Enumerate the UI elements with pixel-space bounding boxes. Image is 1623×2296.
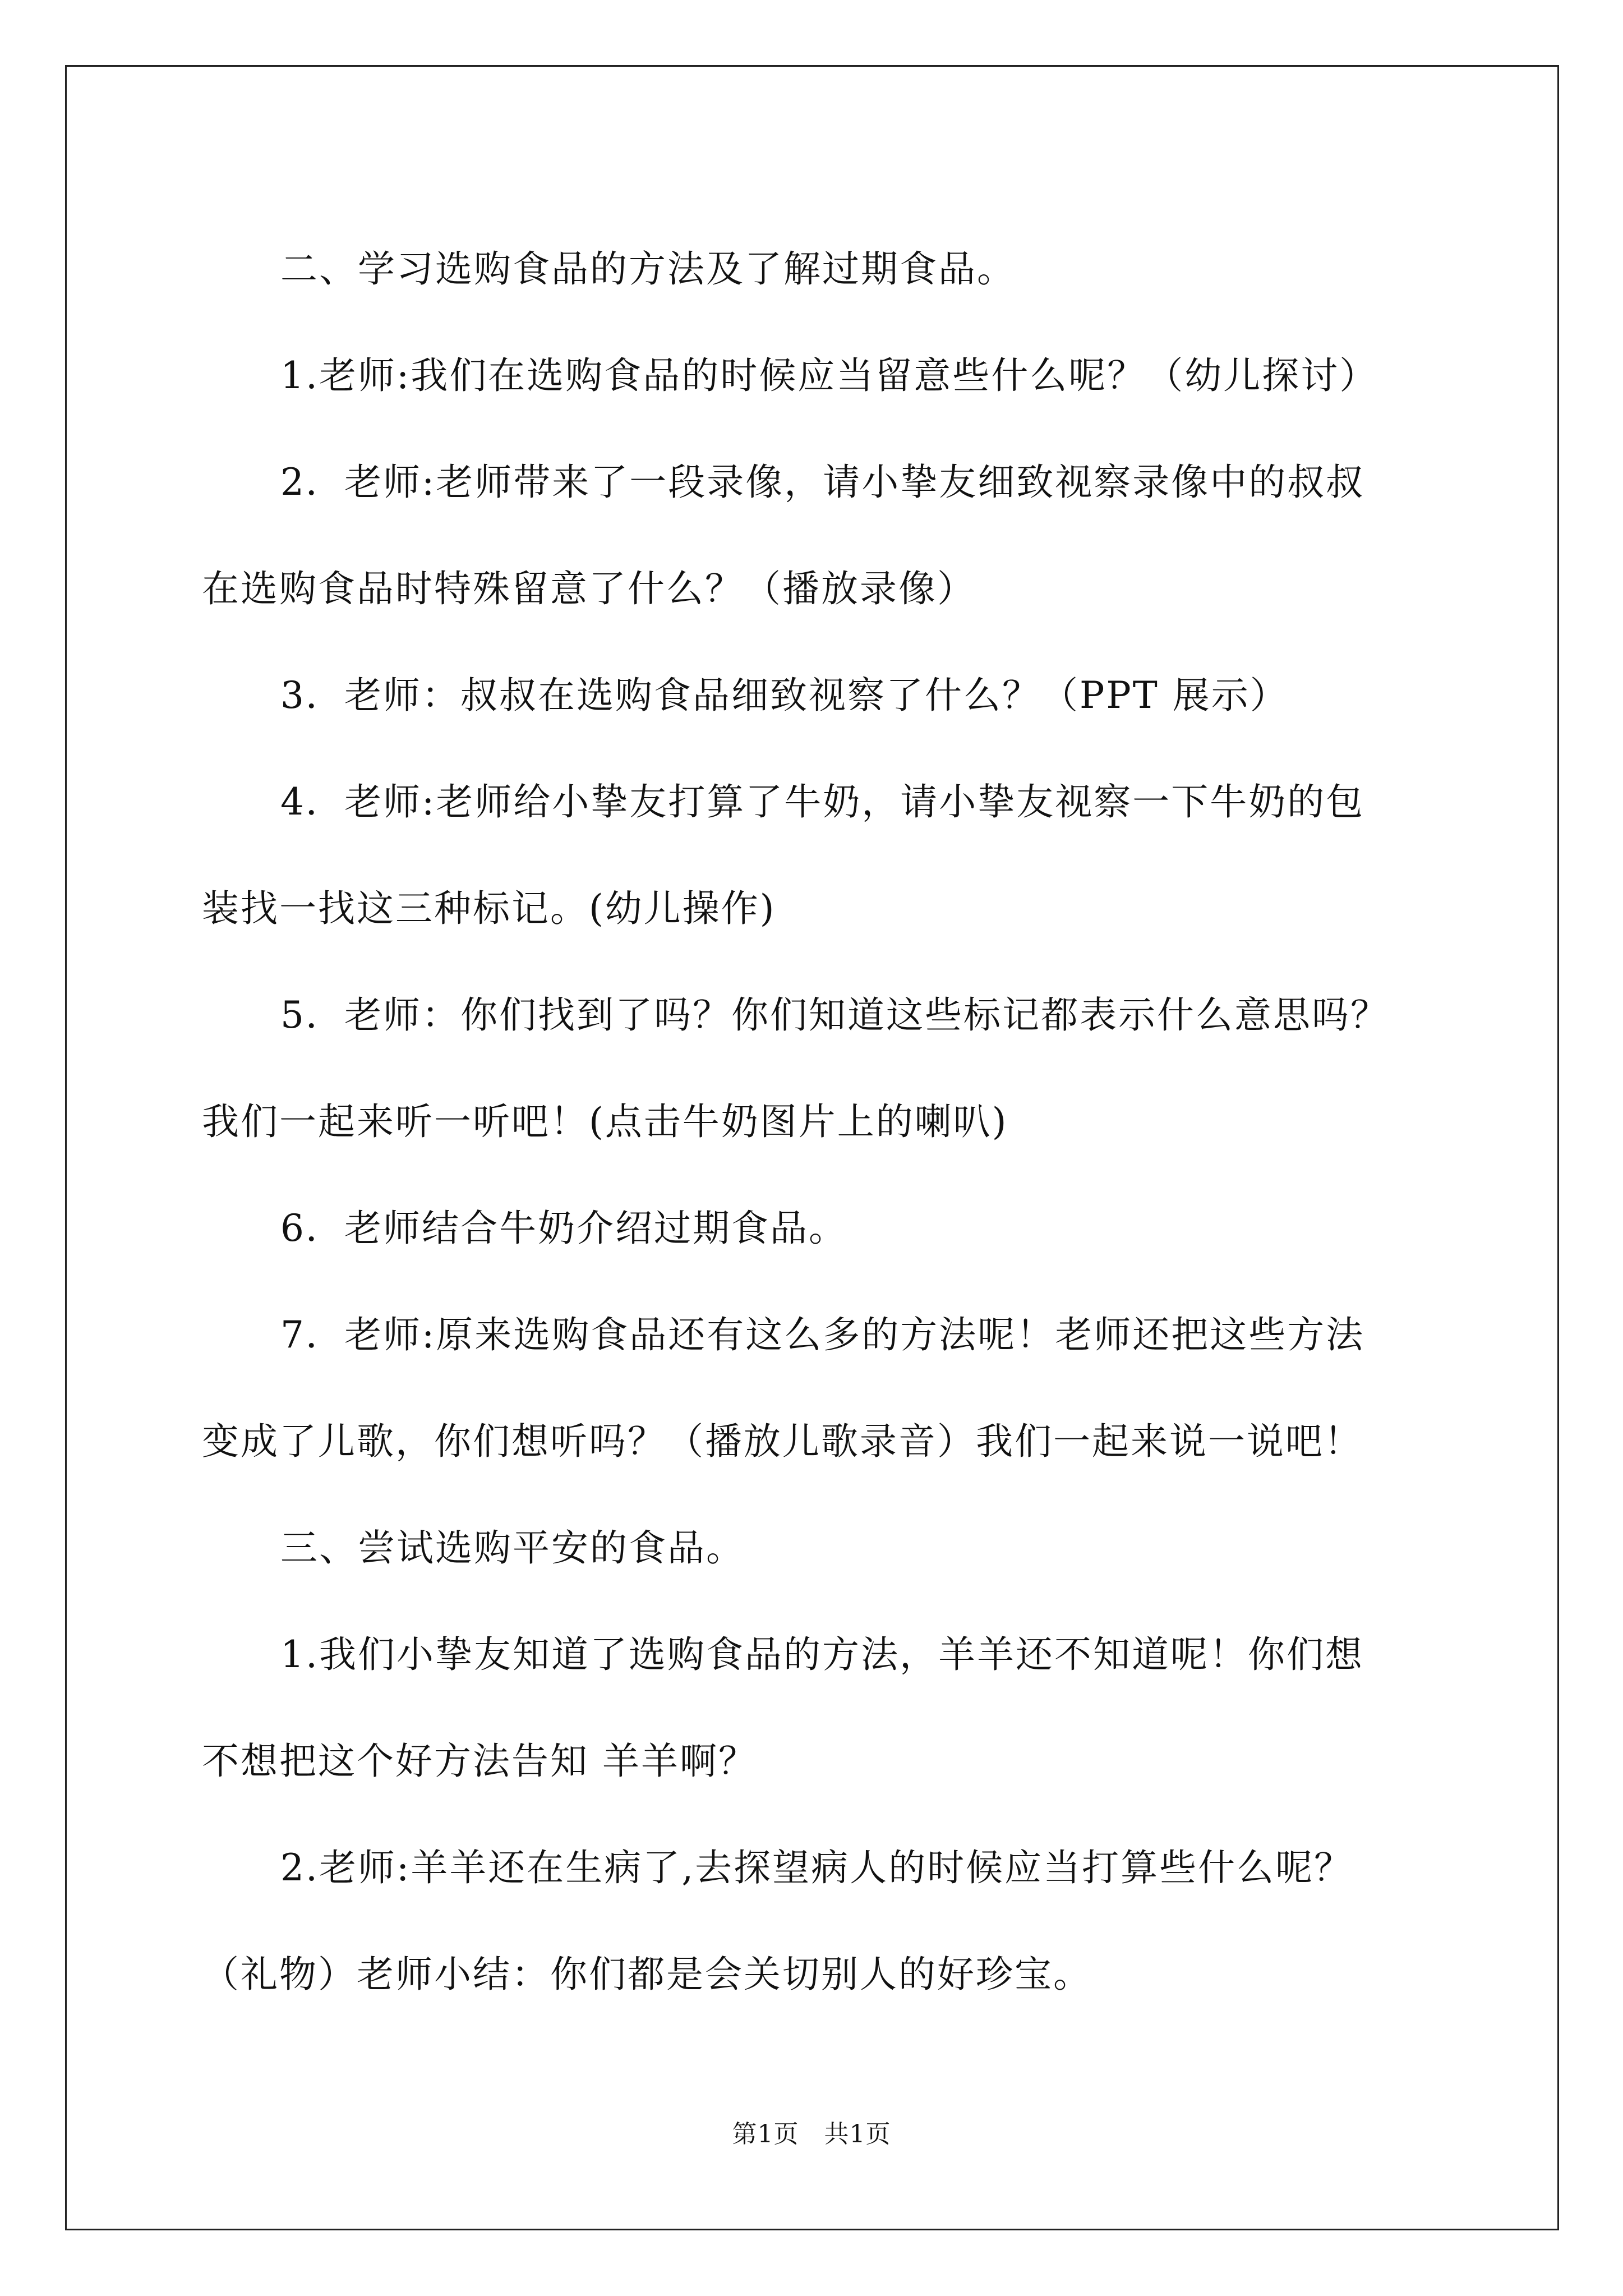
paragraph: 3．老师：叔叔在选购食品细致视察了什么？（PPT 展示）	[280, 674, 1289, 717]
document-body	[202, 216, 1430, 2028]
paragraph: 二、学习选购食品的方法及了解过期食品。	[280, 247, 1016, 291]
paragraph: 2.老师:羊羊还在生病了,去探望病人的时候应当打算些什么呢？	[280, 1846, 1353, 1889]
paragraph: 在选购食品时特殊留意了什么？（播放录像）	[202, 567, 976, 610]
paragraph: 我们一起来听一听吧！(点击牛奶图片上的喇叭)	[202, 1100, 1008, 1143]
paragraph: （礼物）老师小结：你们都是会关切别人的好珍宝。	[202, 1953, 1092, 1996]
page-footer: 第1页 共1页	[732, 2120, 891, 2148]
paragraph: 5．老师：你们找到了吗？你们知道这些标记都表示什么意思吗？	[280, 993, 1389, 1037]
paragraph: 1.我们小挚友知道了选购食品的方法，羊羊还不知道呢！你们想	[280, 1633, 1364, 1676]
paragraph: 三、尝试选购平安的食品。	[280, 1526, 745, 1570]
paragraph: 6．老师结合牛奶介绍过期食品。	[280, 1207, 847, 1250]
paragraph: 4．老师:老师给小挚友打算了牛奶，请小挚友视察一下牛奶的包	[280, 780, 1365, 823]
paragraph: 装找一找这三种标记。(幼儿操作)	[202, 887, 776, 930]
paragraph: 7．老师:原来选购食品还有这么多的方法呢！老师还把这些方法	[280, 1313, 1365, 1356]
paragraph: 变成了儿歌，你们想听吗？（播放儿歌录音）我们一起来说一说吧！	[202, 1420, 1363, 1463]
paragraph: 1.老师:我们在选购食品的时候应当留意些什么呢？（幼儿探讨）	[280, 354, 1378, 397]
paragraph: 2．老师:老师带来了一段录像，请小挚友细致视察录像中的叔叔	[280, 461, 1365, 504]
paragraph: 不想把这个好方法告知 羊羊啊？	[202, 1740, 757, 1783]
